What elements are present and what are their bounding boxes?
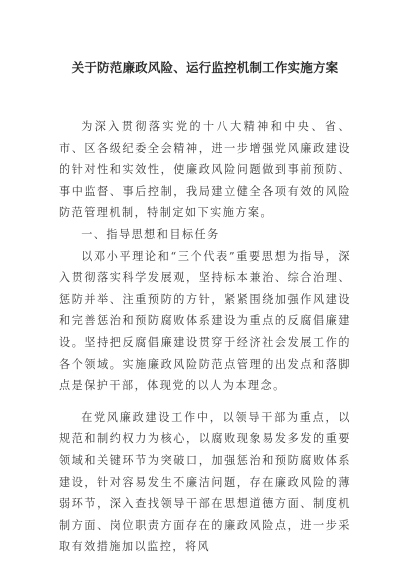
paragraph-party-building: 在党风廉政建设工作中，以领导干部为重点，以规范和制约权力为核心，以腐败现象易发多发的重要领域和关键环节为突破口，加强惩治和预防腐败体系建设，针对容易发生不廉洁问题，存在廉政风险的薄弱环节，深入查找领导干部在思想道德方面、制度机制方面、岗位职责方面存在的廉政风险点，进一步采取有效措施加以监控，将风: [59, 410, 351, 554]
document-title: 关于防范廉政风险、运行监控机制工作实施方案: [71, 60, 339, 75]
section-heading-guiding-ideology: 一、指导思想和目标任务: [81, 227, 220, 241]
paragraph-guiding-ideology: 以邓小平理论和“三个代表”重要思想为指导，深入贯彻落实科学发展观，坚持标本兼治、综合治理、惩防并举、注重预防的方针，紧紧围绕加强作风建设和完善惩治和预防腐败体系建设为重点的反腐倡廉建设。坚持把反腐倡廉建设贯穿于经济社会发展工作的各个领域。实施廉政风险防范点管理的出发点和落脚点是保护干部，体现党的以人为本理念。: [59, 249, 351, 393]
paragraph-intro: 为深入贯彻落实党的十八大精神和中央、省、市、区各级纪委全会精神，进一步增强党风廉政建设的针对性和实效性，使廉政风险问题做到事前预防、事中监督、事后控制，我局建立健全各项有效的风险防范管理机制，特制定如下实施方案。: [59, 120, 351, 220]
document-body: [59, 116, 351, 558]
paragraph-spacer: [59, 397, 351, 407]
